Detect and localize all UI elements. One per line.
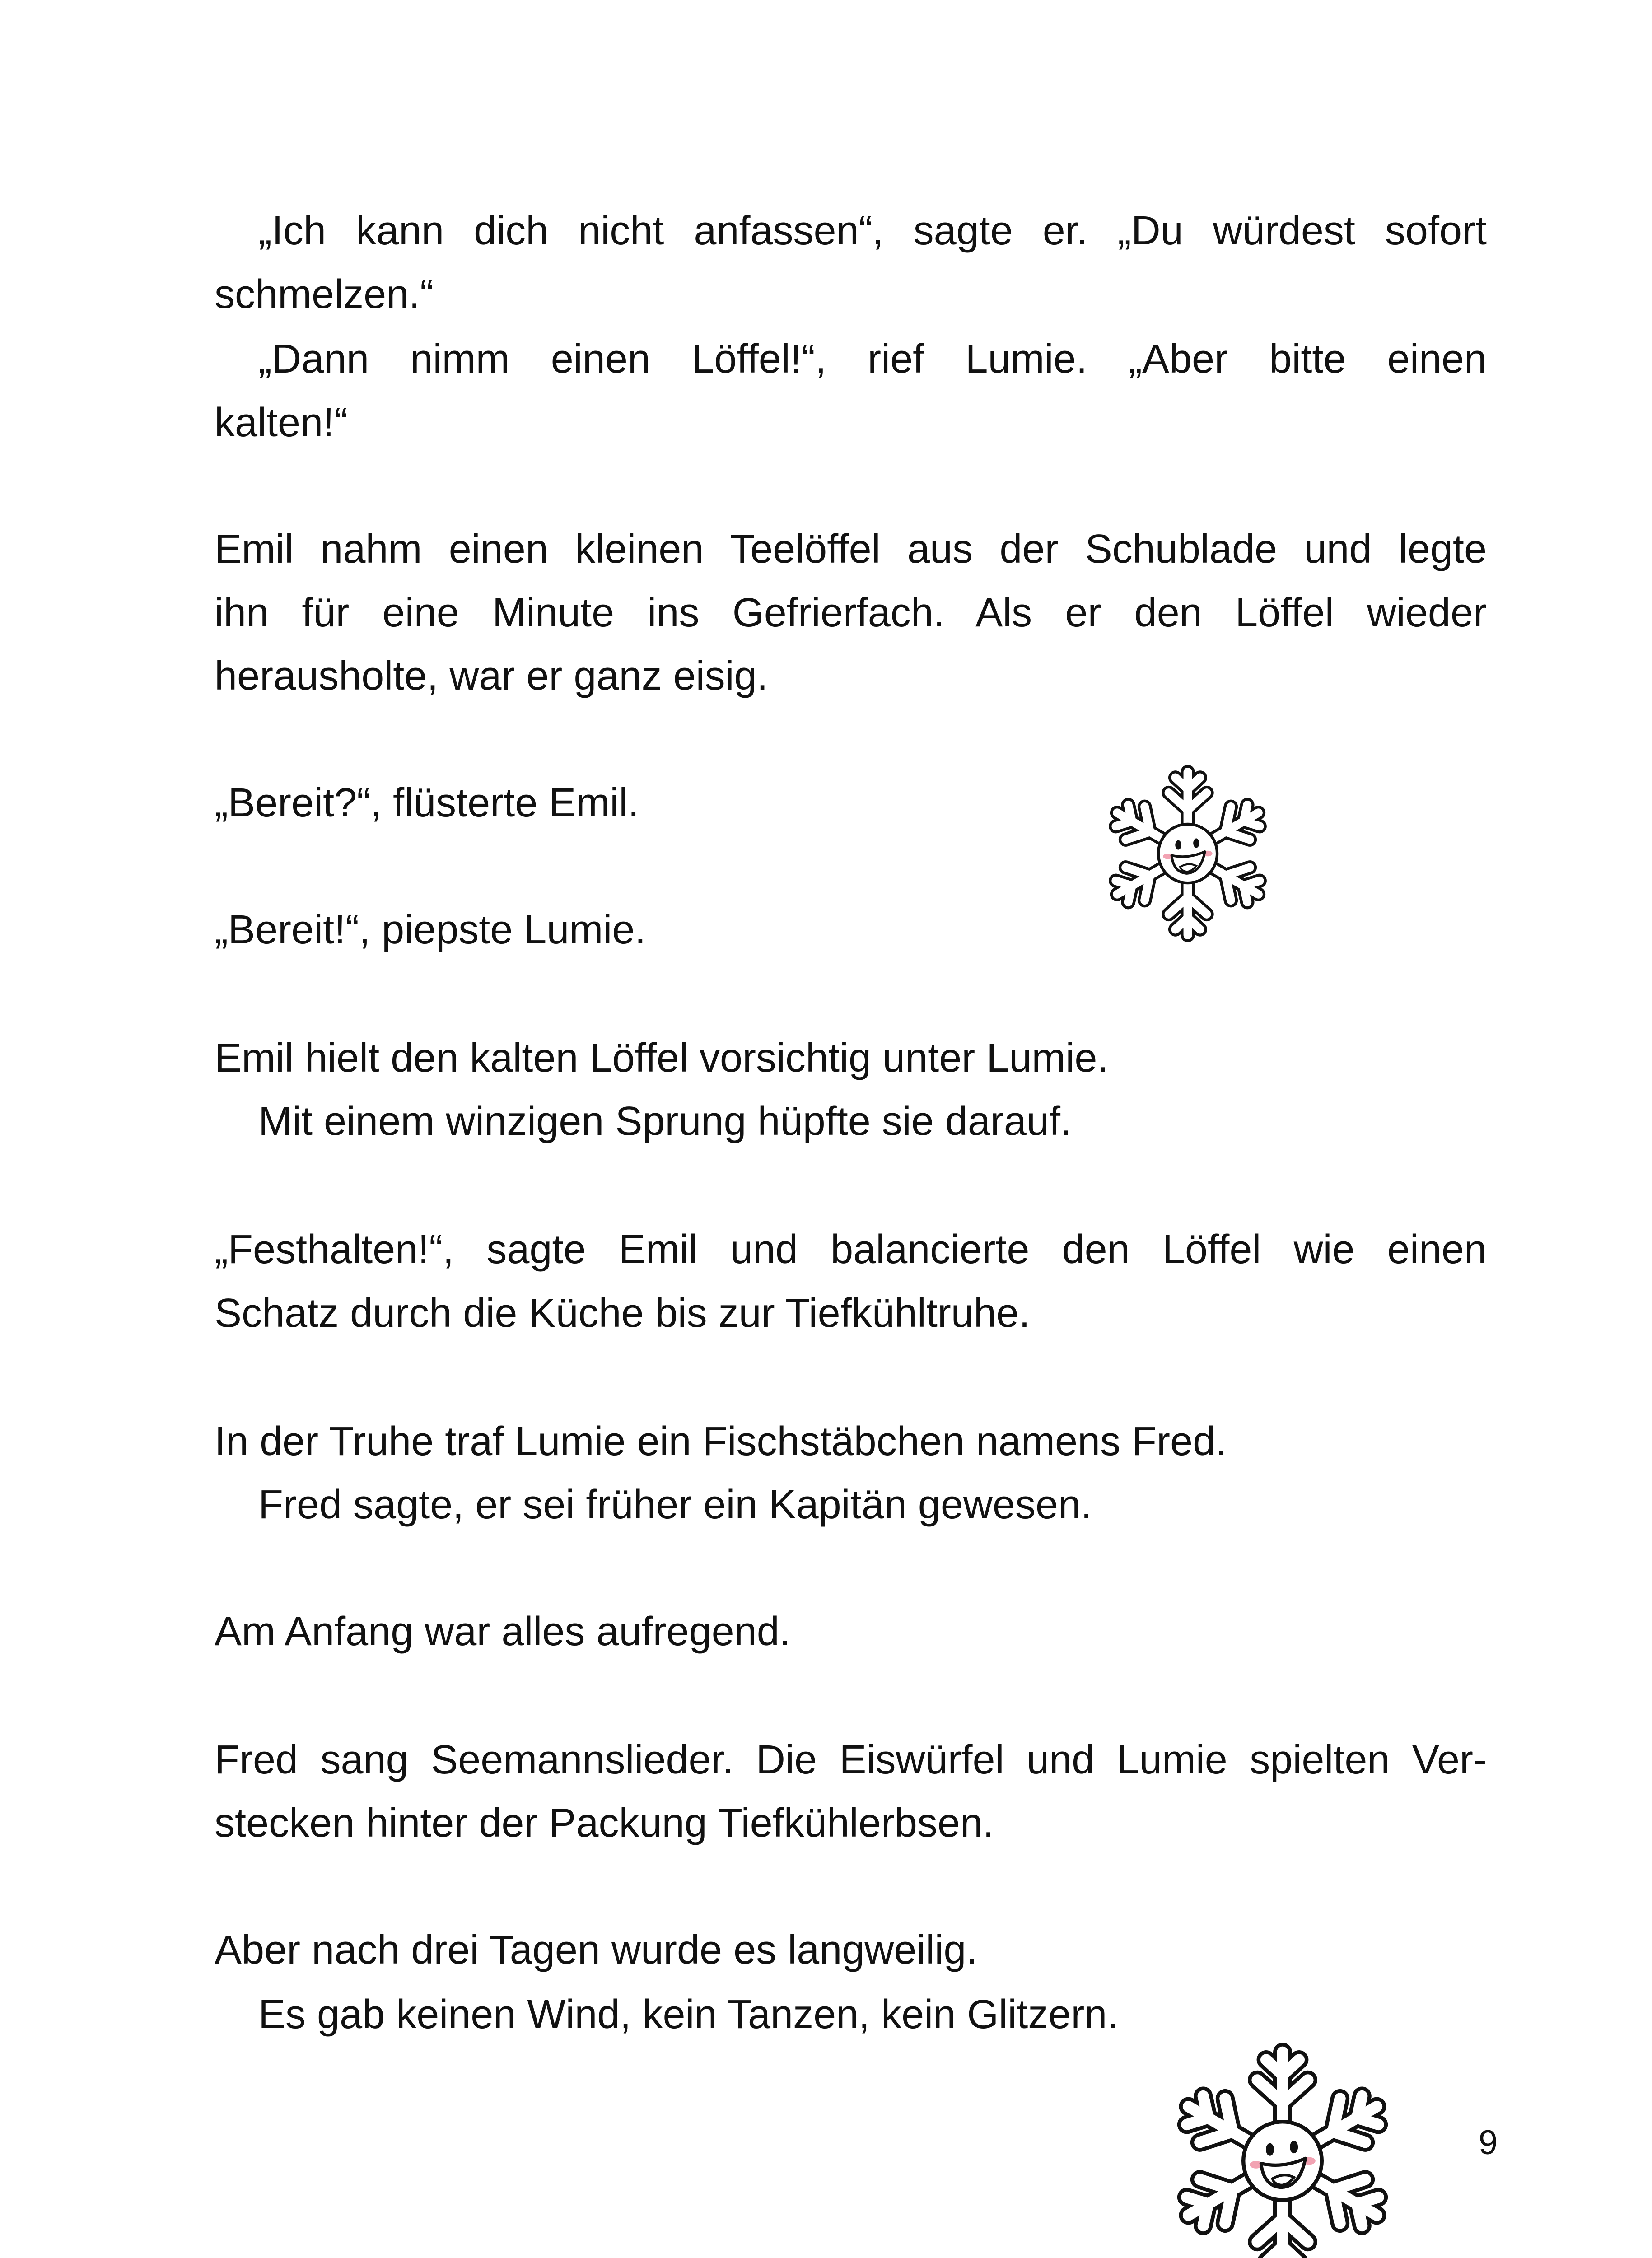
text-line: stecken hinter der Packung Tiefkühlerbsen.	[215, 1801, 994, 1846]
text-line: Schatz durch die Küche bis zur Tiefkühltruhe.	[215, 1291, 1030, 1336]
text-line: Emil nahm einen kleinen Teelöffel aus der Schublade und legte	[215, 527, 1487, 572]
text-line: In der Truhe traf Lumie ein Fischstäbchen namens Fred.	[215, 1419, 1227, 1464]
text-line: Aber nach drei Tagen wurde es langweilig.	[215, 1927, 978, 1973]
text-line: „Bereit!“, piepste Lumie.	[215, 907, 646, 952]
text-line: Fred sang Seemannslieder. Die Eiswürfel und Lumie spielten Ver-	[215, 1737, 1487, 1782]
text-line: kalten!“	[215, 400, 348, 445]
snowflake-smiley-icon	[1156, 2023, 1409, 2258]
text-line: Am Anfang war alles aufregend.	[215, 1609, 791, 1654]
text-line: „Dann nimm einen Löffel!“, rief Lumie. „Aber bitte einen	[258, 336, 1487, 382]
text-line: „Bereit?“, flüsterte Emil.	[215, 780, 639, 826]
text-line: Mit einem winzigen Sprung hüpfte sie darauf.	[258, 1099, 1072, 1144]
text-line: ihn für eine Minute ins Gefrierfach. Als er den Löffel wieder	[215, 590, 1487, 635]
page-number: 9	[1478, 2123, 1498, 2162]
snowflake-smiley-icon	[1093, 750, 1283, 957]
text-line: „Ich kann dich nicht anfassen“, sagte er. „Du würdest sofort	[258, 208, 1487, 253]
text-line: „Festhalten!“, sagte Emil und balancierte den Löffel wie einen	[215, 1227, 1487, 1272]
text-line: Es gab keinen Wind, kein Tanzen, kein Glitzern.	[258, 1992, 1119, 2037]
text-line: schmelzen.“	[215, 272, 434, 317]
text-line: herausholte, war er ganz eisig.	[215, 653, 768, 699]
text-line: Fred sagte, er sei früher ein Kapitän gewesen.	[258, 1482, 1092, 1527]
text-line: Emil hielt den kalten Löffel vorsichtig unter Lumie.	[215, 1036, 1109, 1081]
